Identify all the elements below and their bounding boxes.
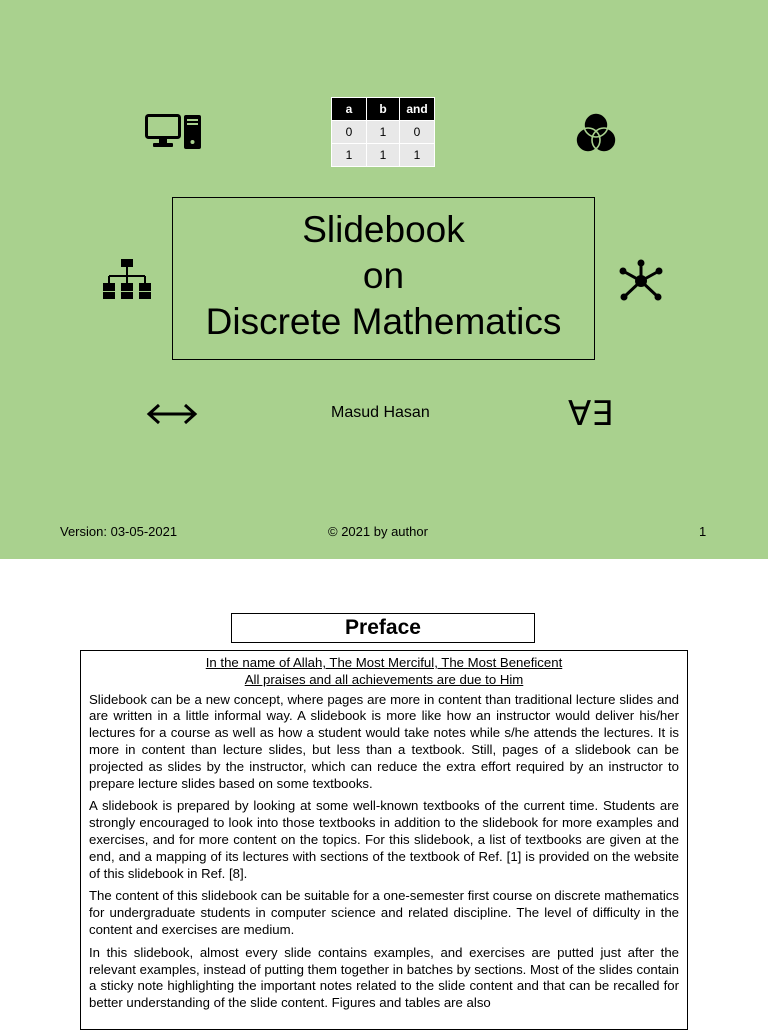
truth-table [331, 97, 435, 167]
version-label: Version: 03-05-2021 [60, 524, 178, 539]
truth-table-header: a [332, 98, 367, 121]
venn-diagram-icon [574, 111, 618, 155]
truth-table-cell: 1 [367, 121, 400, 144]
truth-table-header: b [367, 98, 400, 121]
preface-paragraph: The content of this slidebook can be suitable for a one-semester first course on discrete mathematics for undergraduate students in computer science and related discipline. The level of difficulty in the content and exercises are medium. [89, 888, 679, 937]
truth-table-cell: 1 [400, 144, 435, 167]
title-line: Discrete Mathematics [205, 301, 562, 342]
preface-paragraph: A slidebook is prepared by looking at some well-known textbooks of the current time. Students are strongly encouraged to look into those textbooks in addition to the slidebook for more examples and exercises, and for more content on the topics. For this slidebook, a list of textbooks are given at the end, and a mapping of its lectures with sections of the textbook of Ref. [1] is provided on the website of this slidebook in Ref. [8]. [89, 798, 679, 881]
author-name: Masud Hasan [331, 404, 430, 421]
copyright-label: © 2021 by author [328, 524, 428, 539]
biconditional-arrow-icon [146, 402, 198, 426]
truth-table-cell: 0 [332, 121, 367, 144]
preface-title: Preface [231, 613, 535, 643]
graph-node-icon [618, 259, 664, 303]
quantifier-symbols: ∀∃ [568, 395, 613, 433]
title-line: on [362, 255, 405, 296]
truth-table-header: and [400, 98, 435, 121]
preface-content [80, 650, 688, 1030]
preface-paragraph: In this slidebook, almost every slide contains examples, and exercises are putted just after the relevant examples, instead of putting them together in batches by sections. Most of the slides contain a sticky note highlighting the important notes related to the slide content and that can be recalled for better understanding of the slide content. Figures and tables are also [89, 944, 679, 1011]
truth-table-cell: 1 [367, 144, 400, 167]
computer-icon [145, 114, 203, 150]
hierarchy-icon [102, 258, 152, 300]
page-number: 1 [699, 524, 707, 539]
dedication-line: In the name of Allah, The Most Merciful, The Most Beneficent [205, 655, 563, 670]
title-line: Slidebook [302, 209, 465, 250]
preface-paragraph: Slidebook can be a new concept, where pages are more in content than traditional lecture slides and are written in a little informal way. A slidebook is more like how an instructor would deliver his/her lectures for a course as well as how a student would take notes while s/he attends the lectures. It is more in content than lecture slides, but less than a textbook. Still, pages of a slidebook can be projected as slides by the instructor, which can reduce the extra effort required by an instructor to prepare lecture slides based on some textbooks. [89, 691, 679, 791]
truth-table-cell: 1 [332, 144, 367, 167]
title-box [172, 197, 595, 360]
truth-table-cell: 0 [400, 121, 435, 144]
dedication-line: All praises and all achievements are due to Him [244, 671, 524, 687]
